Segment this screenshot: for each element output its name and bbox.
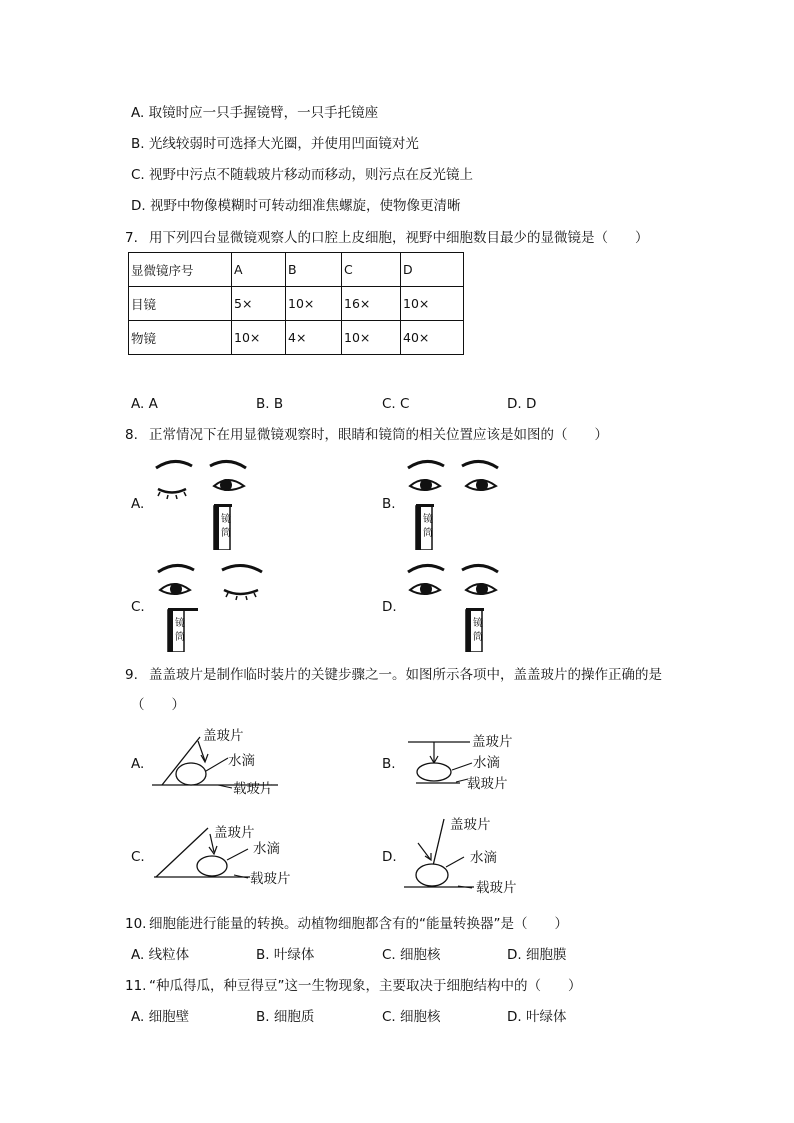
q8-figure-b	[400, 456, 510, 550]
q10-option-a: A. 线粒体	[131, 947, 190, 963]
q9-stem-tail: （ ）	[131, 697, 185, 713]
q7-option-d: D. D	[507, 396, 537, 412]
tube-label: 筒	[473, 632, 483, 643]
q10-option-d: D. 细胞膜	[507, 947, 567, 963]
q9-option-a: A.	[131, 756, 145, 772]
q6-option-d: D. 视野中物像模糊时可转动细准焦螺旋，使物像更清晰	[131, 198, 461, 214]
q7-option-b: B. B	[256, 396, 284, 412]
table-cell: 10×	[286, 287, 342, 321]
q10-stem: 细胞能进行能量的转换。动植物细胞都含有的“能量转换器”是（ ）	[149, 916, 568, 932]
label-slide: 载玻片	[233, 781, 274, 797]
table-cell: 物镜	[129, 321, 232, 355]
closed-eye-icon	[224, 590, 258, 594]
closed-eye-icon	[158, 489, 186, 493]
label-water-drop: 水滴	[228, 753, 255, 769]
table-cell: B	[286, 253, 342, 287]
tube-label: 镜	[221, 514, 231, 525]
table-cell: D	[401, 253, 464, 287]
q8-figure-a	[148, 456, 258, 550]
table-cell: C	[342, 253, 401, 287]
tube-label: 筒	[423, 528, 433, 539]
q7-number: 7.	[125, 230, 138, 246]
q11-option-c: C. 细胞核	[382, 1009, 441, 1025]
tube-label: 筒	[175, 632, 185, 643]
label-slide: 载玻片	[476, 880, 517, 896]
table-cell: 4×	[286, 321, 342, 355]
q11-option-d: D. 叶绿体	[507, 1009, 567, 1025]
q7-stem: 用下列四台显微镜观察人的口腔上皮细胞，视野中细胞数目最少的显微镜是（ ）	[149, 230, 649, 246]
q11-stem: “种瓜得瓜，种豆得豆”这一生物现象，主要取决于细胞结构中的（ ）	[149, 978, 582, 994]
q7-option-a: A. A	[131, 396, 158, 412]
label-cover-slip: 盖玻片	[472, 734, 513, 750]
table-cell: 40×	[401, 321, 464, 355]
q9-option-c: C.	[131, 849, 145, 865]
table-cell: 10×	[401, 287, 464, 321]
tube-label: 镜	[423, 514, 433, 525]
q6-option-c: C. 视野中污点不随载玻片移动而移动，则污点在反光镜上	[131, 167, 474, 183]
q7-option-c: C. C	[382, 396, 410, 412]
q8-number: 8.	[125, 427, 138, 443]
label-cover-slip: 盖玻片	[203, 728, 244, 744]
water-drop	[417, 763, 451, 781]
q11-option-a: A. 细胞壁	[131, 1009, 190, 1025]
label-cover-slip: 盖玻片	[450, 817, 491, 833]
table-cell: 显微镜序号	[129, 253, 232, 287]
label-water-drop: 水滴	[473, 755, 500, 771]
q8-option-b: B.	[382, 496, 396, 512]
label-slide: 载玻片	[467, 776, 508, 792]
microscope-table	[128, 252, 464, 355]
q8-stem: 正常情况下在用显微镜观察时，眼睛和镜筒的相关位置应该是如图的（ ）	[149, 427, 608, 443]
water-drop	[416, 864, 448, 886]
table-cell: A	[232, 253, 286, 287]
q8-figure-c	[150, 560, 280, 652]
q8-option-c: C.	[131, 599, 145, 615]
table-cell: 16×	[342, 287, 401, 321]
tube-label: 筒	[221, 528, 231, 539]
label-water-drop: 水滴	[470, 850, 497, 866]
q9-option-d: D.	[382, 849, 397, 865]
q11-number: 11.	[125, 978, 147, 994]
table-row	[129, 321, 464, 355]
q10-option-c: C. 细胞核	[382, 947, 441, 963]
q8-option-d: D.	[382, 599, 397, 615]
label-slide: 载玻片	[250, 871, 291, 887]
q10-number: 10.	[125, 916, 147, 932]
q11-option-b: B. 细胞质	[256, 1009, 315, 1025]
q10-option-b: B. 叶绿体	[256, 947, 315, 963]
q6-option-b: B. 光线较弱时可选择大光圈，并使用凹面镜对光	[131, 136, 419, 152]
label-cover-slip: 盖玻片	[214, 825, 255, 841]
table-cell: 10×	[342, 321, 401, 355]
table-row	[129, 287, 464, 321]
water-drop	[197, 856, 227, 876]
label-water-drop: 水滴	[253, 841, 280, 857]
table-row	[129, 253, 464, 287]
q9-option-b: B.	[382, 756, 396, 772]
q9-stem: 盖盖玻片是制作临时装片的关键步骤之一。如图所示各项中，盖盖玻片的操作正确的是	[149, 667, 662, 683]
q8-option-a: A.	[131, 496, 145, 512]
q8-figure-d	[400, 560, 510, 652]
table-cell: 目镜	[129, 287, 232, 321]
q9-number: 9.	[125, 667, 138, 683]
q6-option-a: A. 取镜时应一只手握镜臂，一只手托镜座	[131, 105, 379, 121]
table-cell: 5×	[232, 287, 286, 321]
tube-label: 镜	[175, 618, 185, 629]
table-cell: 10×	[232, 321, 286, 355]
water-drop	[176, 763, 206, 785]
tube-label: 镜	[473, 618, 483, 629]
